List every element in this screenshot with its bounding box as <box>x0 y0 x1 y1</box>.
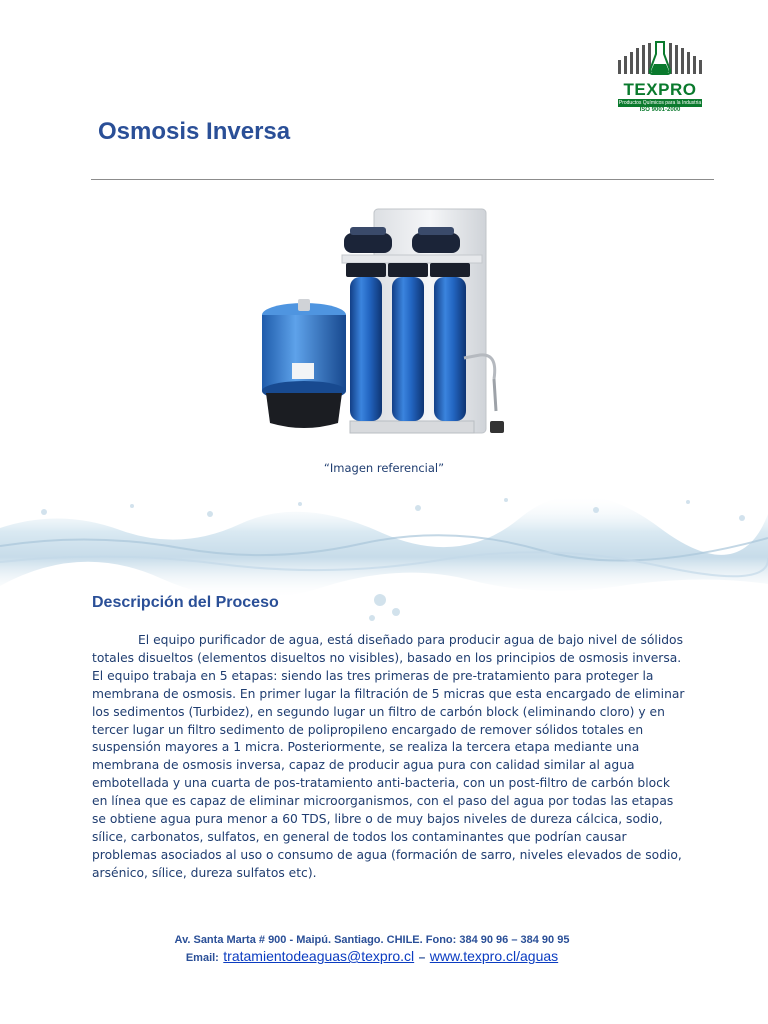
reverse-osmosis-unit-image <box>258 203 504 447</box>
logo-emblem-icon <box>612 38 708 82</box>
image-caption: “Imagen referencial” <box>323 461 445 475</box>
website-link[interactable]: www.texpro.cl/aguas <box>429 948 559 964</box>
title-divider <box>91 179 714 180</box>
page-title: Osmosis Inversa <box>98 118 291 145</box>
water-splash-decoration <box>0 488 768 638</box>
footer-contact <box>0 948 744 966</box>
email-link[interactable]: tratamientodeaguas@texpro.cl <box>223 948 415 964</box>
contact-separator: – <box>418 950 426 964</box>
logo-brand: TEXPRO <box>623 80 697 99</box>
section-heading: Descripción del Proceso <box>92 594 279 611</box>
email-label: Email: <box>185 952 219 964</box>
logo-certification: ISO 9001-2000 <box>639 107 681 113</box>
footer-address: Av. Santa Marta # 900 - Maipú. Santiago. CHILE. Fono: 384 90 96 – 384 90 95 <box>174 934 570 946</box>
logo-tagline: Productos Químicos para la Industria <box>618 100 702 106</box>
process-description-paragraph: El equipo purificador de agua, está diseñado para producir agua de bajo nivel de sólidos totales disueltos (elementos disueltos no visibles), basado en los principios de osmosis inversa. El equipo trabaja en 5 etapas: siendo las tres primeras de pre-tratamiento para proteger la membrana de osmosis. En primer lugar la filtración de 5 micras que esta encargado de eliminar los sedimentos (Turbidez), en segundo lugar un filtro de carbón block (eliminando cloro) y en tercer lugar un filtro sedimento de polipropileno encargado de remover sólidos totales en suspensión mayores a 1 micra. Posteriormente, se realiza la tercera etapa mediante una membrana de osmosis inversa, capaz de producir agua pura con calidad similar al agua embotellada y una cuarta de pos-tratamiento anti-bacteria, con un post-filtro de carbón block en línea que es capaz de eliminar microorganismos, con el paso del agua por todas las etapas se obtiene agua pura menor a 60 TDS, libre o de muy bajos niveles de dureza cálcica, sodio, sílice, carbonatos, sulfatos, en general de todos los contaminantes que podrían causar problemas asociados al uso o consumo de agua (formación de sarro, niveles elevados de sodio, arsénico, sílice, dureza sulfatos etc). <box>92 633 685 880</box>
texpro-logo <box>612 38 708 116</box>
